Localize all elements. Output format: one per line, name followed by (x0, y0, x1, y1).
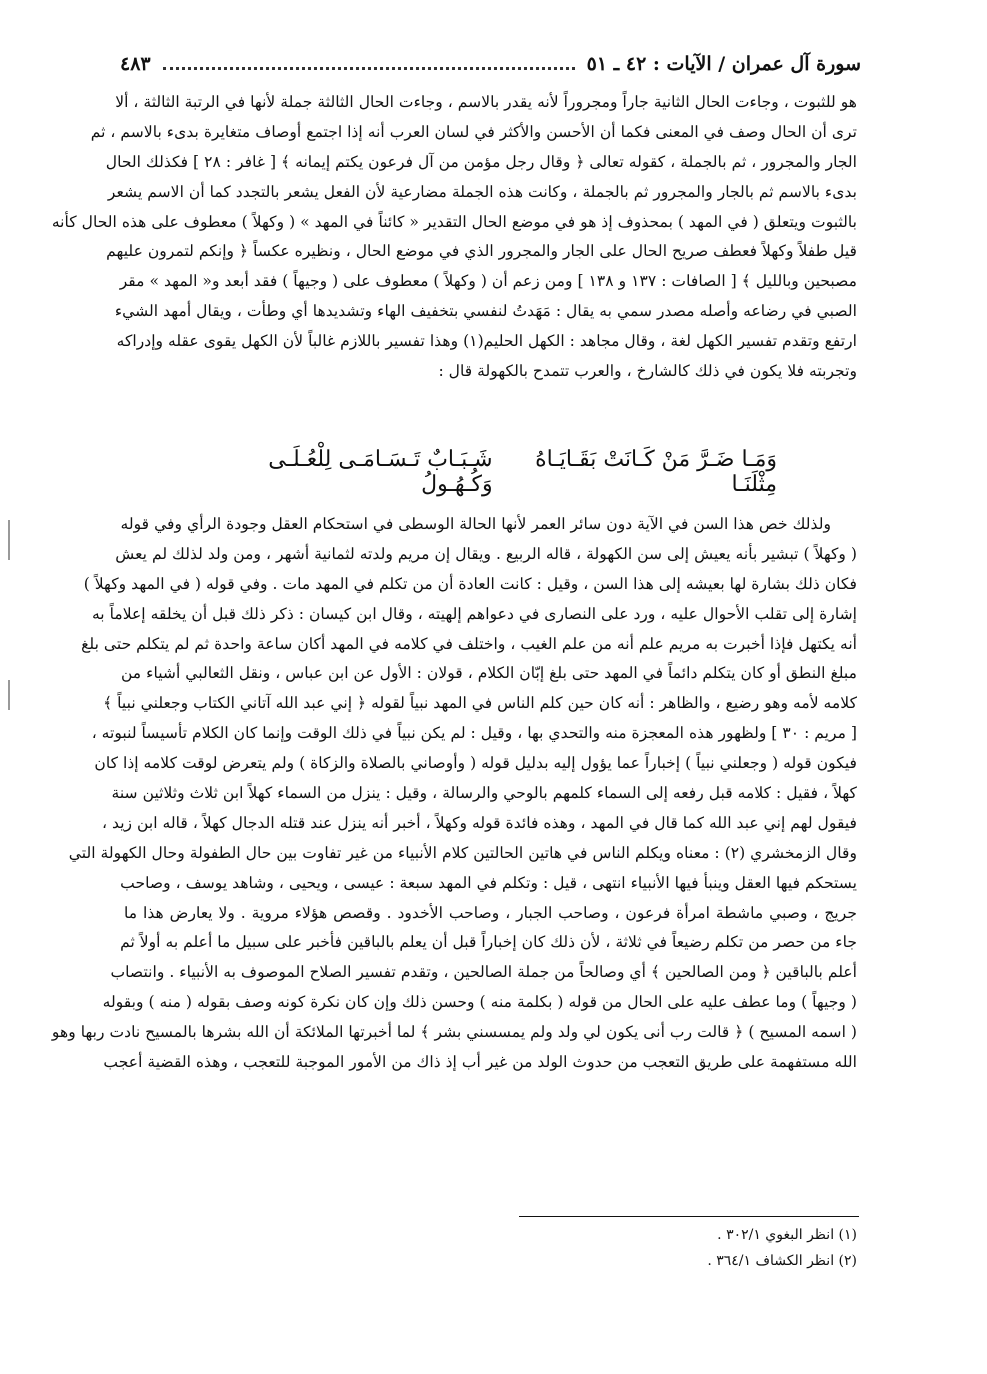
text-line: إشارة إلى تقلب الأحوال عليه ، ورد على النصارى في دعواهم إلهيته ، وقال ابن كيسان : ذكر ذلك قبل أن يخلقه إعلاماً به (91, 604, 857, 623)
poetry-verse (200, 446, 777, 498)
text-line: ( وكهلاً ) تبشير بأنه يعيش إلى سن الكهولة ، قاله الربيع . ويقال إن مريم ولدته لثمانية أشهر ، ومن ولد لذلك لم يعش (115, 544, 857, 563)
text-line: يستحكم فيها العقل وينبأ فيها الأنبياء انتهى ، قيل : وتكلم في المهد سبعة : عيسى ، ويحيى ، وشاهد يوسف ، وصاحب (120, 873, 857, 892)
text-line: بالثبوت ويتعلق ( في المهد ) بمحذوف إذ هو في موضع الحال التقدير « كائناً في المهد » ( وكهلاً ) معطوف على هذه الحال كأنه (51, 212, 857, 231)
scan-margin-mark (8, 680, 10, 710)
text-line: فكان ذلك بشارة لها بعيشه إلى هذا السن ، وقيل : كانت العادة أن من تكلم في المهد مات . وفي قوله ( في المهد وكهلاً ) (83, 574, 857, 593)
text-line: ولذلك خص هذا السن في الآية دون سائر العمر لأنها الحالة الوسطى في استحكام العقل وجودة الرأي وفي قوله (120, 515, 831, 533)
text-line: كلامه لأمه وهو رضيع ، والظاهر : أنه كان حين كلم الناس في المهد نبياً لقوله ﴿ إني عبد الله آتاني الكتاب وجعلني نبياً ﴾ (103, 694, 857, 713)
scan-margin-mark (8, 520, 10, 560)
text-line: فيقول لهم إني عبد الله كما قال في المهد ، وهذه فائدة قوله وكهلاً ، أخبر أنه ينزل عند قتله الدجال كهلاً ، قاله ابن زيد ، (102, 813, 857, 832)
text-line: هو للثبوت ، وجاءت الحال الثانية جاراً ومجروراً لأنه يقدر بالاسم ، وجاءت الحال الثالثة جملة لأنها في الرتبة الثالثة ، ألا (115, 93, 857, 111)
text-line: وقال الزمخشري (٢) : معناه ويكلم الناس في هاتين الحالتين كلام الأنبياء من غير تفاوت بين حال الطفولة وحال الكهولة التي (68, 843, 857, 862)
footnotes (400, 1222, 857, 1274)
verse-hemistich-right: وَمَـا ضَـرَّ مَنْ كَـانَتْ بَقَـايَـاهُ مِثْلَنَـا (535, 447, 777, 497)
text-line: الصبي في رضاعه وأصله مصدر سمي به يقال : مَهَدتُ لنفسي بتخفيف الهاء وتشديدها أي وطأت ، ويقال أمهد الشيء (114, 302, 857, 321)
text-line: ترى أن الحال وصف في المعنى فكما أن الأحسن والأكثر في لسان العرب أنه إذا اجتمع أوصاف متغايرة بدىء بالاسم ، ثم (90, 122, 857, 141)
text-line: كهلاً ، فقيل : كلامه قبل رفعه إلى السماء كلمهم بالوحي والرسالة ، وقيل : ينزل من السماء كهلاً ابن ثلاث وثلاثين سنة (111, 784, 857, 803)
verse-hemistich-left: شَـبَـابٌ تَـسَـامَـى لِلْعُـلَـى وَكُـهُـولُ (268, 447, 493, 497)
text-line: الله مستفهمة على طريق التعجب من حدوث الولد من غير أب إذ ذاك من الأمور الموجبة للتعجب ، وهذه القضية أعجب (103, 1053, 857, 1072)
text-line: وتجربته فلا يكون في ذلك كالشارخ ، والعرب تتمدح بالكهولة قال : (438, 362, 857, 381)
text-line: الجار والمجرور ، ثم بالجملة ، كقوله تعالى ﴿ وقال رجل مؤمن من آل فرعون يكتم إيمانه ﴾ [ غافر : ٢٨ ] فكذلك الحال (105, 152, 857, 171)
text-line: أعلم بالباقين ﴿ ومن الصالحين ﴾ أي وصالحاً من جملة الصالحين ، وتقدم تفسير الصلاح الموصوف به الأنبياء . وانتصاب (110, 963, 857, 982)
header-dotted-leader (163, 67, 575, 70)
text-line: ( اسمه المسيح ) ﴿ قالت رب أنى يكون لي ولد ولم يمسسني بشر ﴾ لما أخبرتها الملائكة أن الله بشرها بالمسيح نادت ربها وهو (51, 1023, 857, 1042)
text-line: ارتفع وتقدم تفسير الكهل لغة ، وقال مجاهد : الكهل الحليم(١) وهذا تفسير باللازم غالباً لأن الكهل يقوى عقله وإدراكه (116, 332, 857, 351)
text-line: ( وجيهاً ) وما عطف عليه على الحال من قوله ( بكلمة منه ) وحسن ذلك وإن كان نكرة كونه وصف بقوله ( منه ) وبقوله (102, 993, 857, 1012)
footnote-1: (١) انظر البغوي ٣٠٢/١ . (717, 1227, 857, 1243)
text-line: فيكون قوله ( وجعلني نبياً ) إخباراً عما يؤول إليه بدليل قوله ( وأوصاني بالصلاة والزكاة ) ولم يتعرض لوقت كلامه إذا كان (94, 754, 857, 773)
text-line: قيل طفلاً وكهلاً فعطف صريح الحال على الجار والمجرور الذي في موضع الحال ، ونظيره عكساً ﴿ وإنكم لتمرون عليهم (106, 242, 857, 261)
paragraph-1 (51, 88, 857, 387)
text-line: بدىء بالاسم ثم بالجار والمجرور ثم بالجملة ، وكانت هذه الجملة مضارعية لأن الفعل يشعر بالتجدد كما أن الاسم يشعر (107, 182, 857, 201)
paragraph-2 (51, 510, 857, 1078)
text-line: [ مريم : ٣٠ ] ولظهور هذه المعجزة منه والتحدي بها ، وقيل : لم يكن نبياً في ذلك الوقت وإنما كان الكلام تأسيساً لنبوته ، (91, 724, 857, 743)
footnote-divider (519, 1216, 859, 1217)
text-line: مبلغ النطق أو كان يتكلم دائماً في المهد حتى بلغ إبّان الكلام ، قولان : الأول عن ابن عباس ، ونقل الثعالبي أشياء من (120, 664, 857, 683)
page-number: ٤٨٣ (120, 53, 151, 75)
text-line: جاء من حصر من تكلم رضيعاً في ثلاثة ، لأن ذلك كان إخباراً قبل أن يعلم بالباقين فأخبر على سبيل ما أعلم به أولاً ثم (120, 933, 857, 952)
footnote-2: (٢) انظر الكشاف ٣٦٤/١ . (707, 1253, 857, 1269)
page-header (120, 46, 861, 82)
text-line: أنه يكتهل فإذا أخبرت به مريم علم أنه من علم الغيب ، واختلف في كلامه في المهد أكان ساعة واحدة ثم لم يتكلم حتى بلغ (81, 634, 857, 653)
text-line: جريج ، وصبي ماشطة امرأة فرعون ، وصاحب الجبار ، وصاحب الأخدود . وقصص هؤلاء مروية . ولا يعارض هذا ما (124, 903, 857, 922)
running-title: سورة آل عمران / الآيات : ٤٢ ـ ٥١ (586, 53, 861, 75)
text-line: مصبحين وبالليل ﴾ [ الصافات : ١٣٧ و ١٣٨ ] ومن زعم أن ( وكهلاً ) معطوف على ( وجيهاً ) فقد أبعد و« المهد » مقر (119, 272, 857, 291)
